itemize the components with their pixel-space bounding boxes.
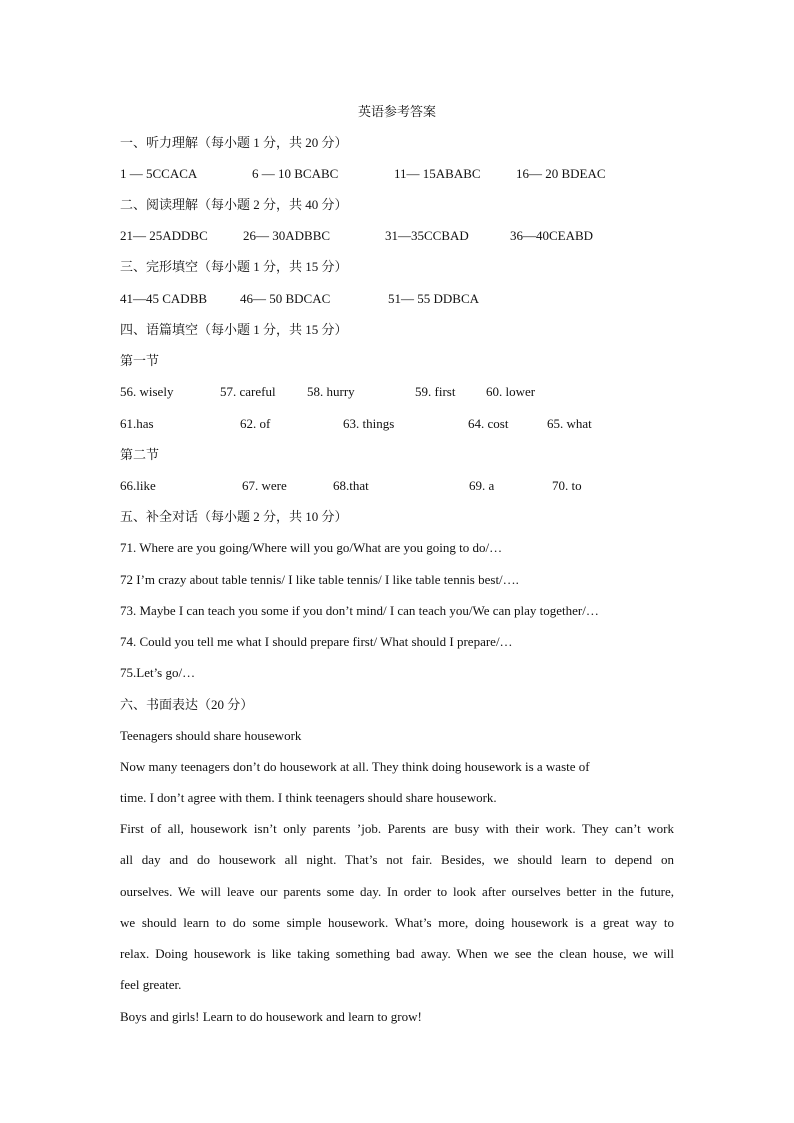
answer-group: 36—40CEABD — [510, 228, 594, 243]
dialogue-answer: 74. Could you tell me what I should prepare first/ What should I prepare/… — [120, 634, 513, 649]
essay-line: feel greater. — [120, 977, 182, 992]
answer-item: 68.that — [333, 478, 369, 493]
answer-group: 46— 50 BDCAC — [240, 291, 331, 306]
answer-group: 1 — 5CCACA — [120, 166, 198, 181]
answer-item: 69. a — [469, 478, 495, 493]
answer-group: 11— 15ABABC — [394, 166, 481, 181]
answer-item: 66.like — [120, 478, 156, 493]
dialogue-answer: 73. Maybe I can teach you some if you don’t mind/ I can teach you/We can play together/… — [120, 603, 599, 618]
dialogue-answer: 72 I’m crazy about table tennis/ I like table tennis/ I like table tennis best/…. — [120, 572, 519, 587]
essay-line: First of all, housework isn’t only parents ’job. Parents are busy with their work. They can’t work — [120, 821, 674, 836]
section-heading-listening: 一、听力理解（每小题 1 分，共 20 分） — [120, 135, 348, 150]
section-heading-writing: 六、书面表达（20 分） — [120, 697, 254, 712]
essay-line: all day and do housework all night. That’s not fair. Besides, we should learn to depend on — [120, 852, 674, 867]
essay-line: we should learn to do some simple housework. What’s more, doing housework is a great way to — [120, 915, 674, 930]
answer-item: 59. first — [415, 384, 456, 399]
answer-item: 61.has — [120, 416, 154, 431]
section-heading-cloze: 三、完形填空（每小题 1 分，共 15 分） — [120, 259, 348, 274]
answer-item: 65. what — [547, 416, 592, 431]
answer-item: 56. wisely — [120, 384, 174, 399]
section-heading-reading: 二、阅读理解（每小题 2 分，共 40 分） — [120, 197, 348, 212]
answer-item: 57. careful — [220, 384, 276, 399]
answer-group: 41—45 CADBB — [120, 291, 208, 306]
answer-item: 67. were — [242, 478, 287, 493]
answer-item: 64. cost — [468, 416, 509, 431]
section-heading-dialogue: 五、补全对话（每小题 2 分，共 10 分） — [120, 509, 348, 524]
answer-group: 16— 20 BDEAC — [516, 166, 606, 181]
answer-group: 26— 30ADBBC — [243, 228, 331, 243]
answer-item: 62. of — [240, 416, 271, 431]
essay-line: time. I don’t agree with them. I think teenagers should share housework. — [120, 790, 497, 805]
answer-item: 60. lower — [486, 384, 536, 399]
section-heading-text-fill: 四、语篇填空（每小题 1 分，共 15 分） — [120, 322, 348, 337]
answer-item: 58. hurry — [307, 384, 355, 399]
answer-group: 6 — 10 BCABC — [252, 166, 339, 181]
essay-line: Now many teenagers don’t do housework at all. They think doing housework is a waste of — [120, 759, 590, 774]
page-title: 英语参考答案 — [357, 104, 436, 119]
essay-closing: Boys and girls! Learn to do housework and learn to grow! — [120, 1009, 422, 1024]
answer-group: 31—35CCBAD — [385, 228, 469, 243]
answer-item: 70. to — [552, 478, 582, 493]
part-label: 第二节 — [120, 447, 160, 462]
essay-title: Teenagers should share housework — [120, 728, 302, 743]
answer-group: 51— 55 DDBCA — [388, 291, 480, 306]
answer-group: 21— 25ADDBC — [120, 228, 208, 243]
dialogue-answer: 75.Let’s go/… — [120, 665, 196, 680]
part-label: 第一节 — [120, 353, 160, 368]
essay-line: ourselves. We will leave our parents some day. In order to look after ourselves better in the future, — [120, 884, 674, 899]
essay-line: relax. Doing housework is like taking something bad away. When we see the clean house, we will — [120, 946, 674, 961]
dialogue-answer: 71. Where are you going/Where will you go/What are you going to do/… — [120, 540, 503, 555]
answer-item: 63. things — [343, 416, 395, 431]
